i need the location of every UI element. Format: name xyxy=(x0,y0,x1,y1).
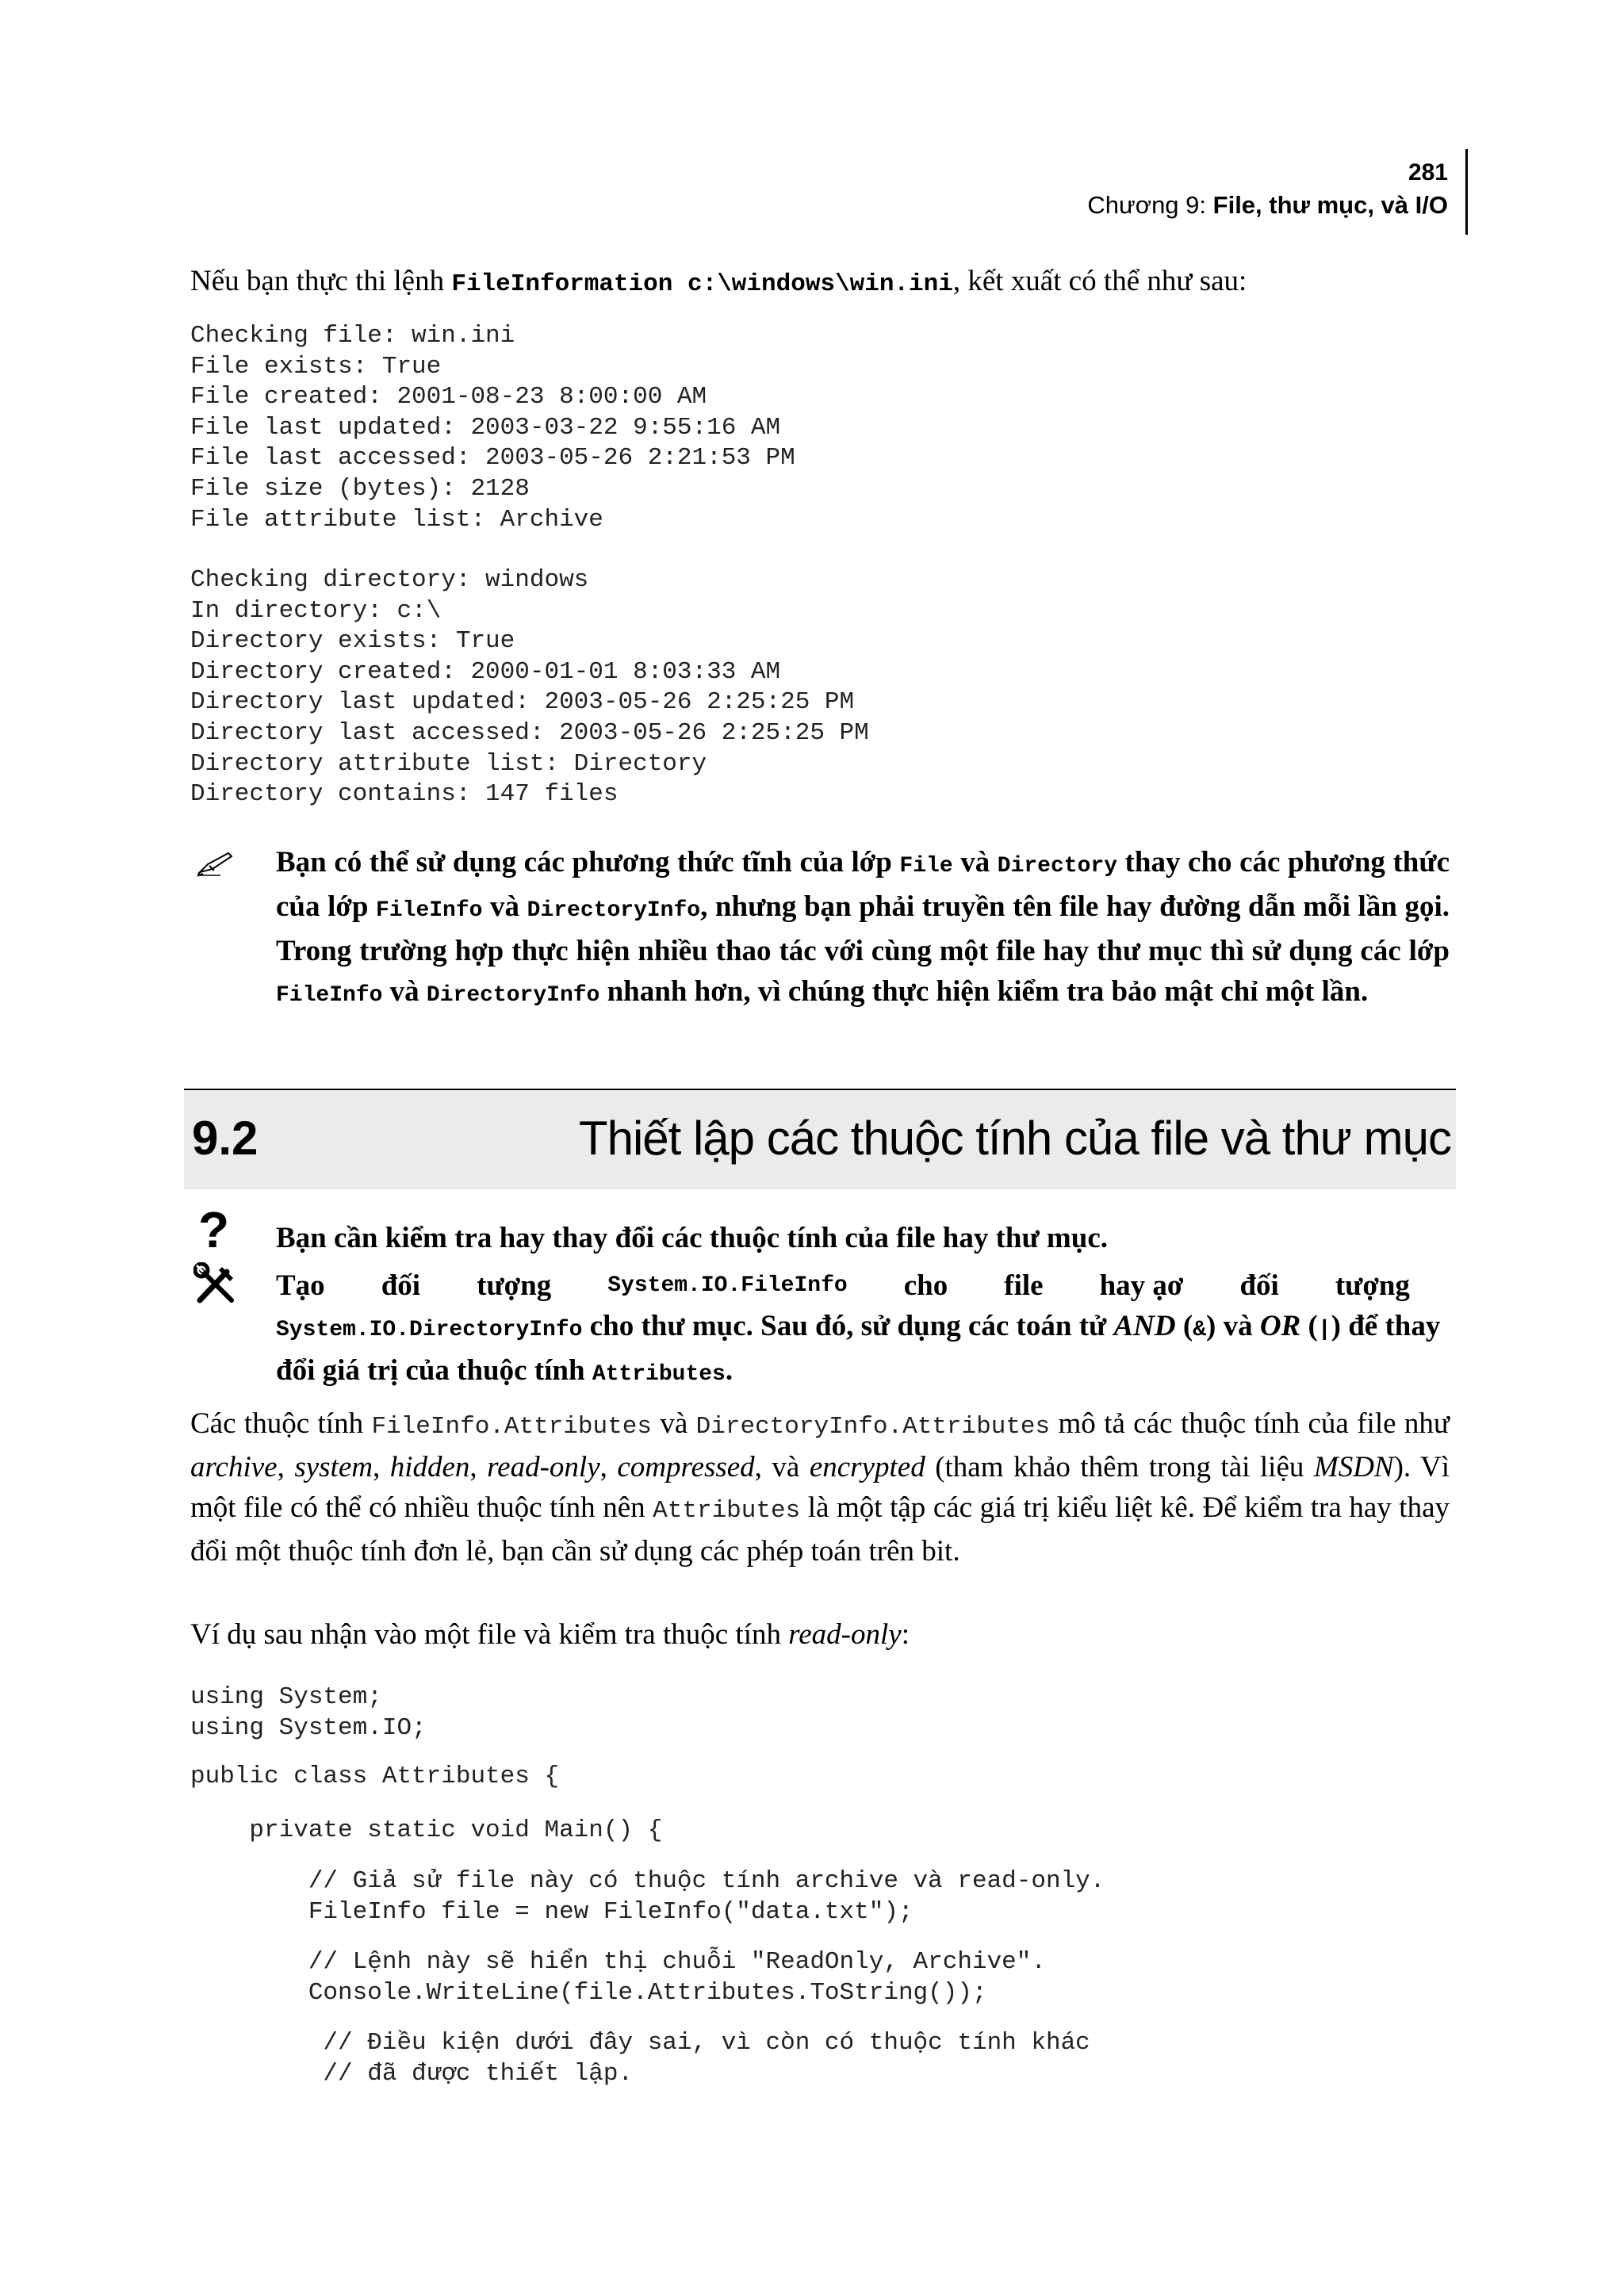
example-intro: Ví dụ sau nhận vào một file và kiểm tra thuộc tính read-only: xyxy=(190,1618,910,1651)
solution-statement xyxy=(276,1265,1450,1395)
section-rule xyxy=(184,1089,1456,1090)
chapter-title: Chương 9: File, thư mục, và I/O xyxy=(1087,191,1448,219)
page-number: 281 xyxy=(1408,159,1448,186)
inline-code: FileInformation c:\windows\win.ini xyxy=(451,270,953,298)
output-file-block: Checking file: win.ini File exists: True File created: 2001-08-23 8:00:00 AM File last updated: 2003-03-22 9:55:16 AM File last accessed: 2003-05-26 2:21:53 PM File size (bytes): 2128 File attribute list: Archive xyxy=(190,322,795,534)
problem-statement: Bạn cần kiểm tra hay thay đổi các thuộc tính của file hay thư mục. xyxy=(276,1222,1108,1254)
code-main-declaration: private static void Main() { xyxy=(190,1816,663,1844)
code-block-3: // Điều kiện dưới đây sai, vì còn có thuộc tính khác // đã được thiết lập. xyxy=(323,2029,1090,2088)
code-usings: using System; using System.IO; xyxy=(190,1683,427,1742)
pencil-note-icon xyxy=(197,848,235,877)
code-class-declaration: public class Attributes { xyxy=(190,1763,560,1790)
code-block-2: // Lệnh này sẽ hiển thị chuỗi "ReadOnly, Archive". Console.WriteLine(file.Attributes.ToString()); xyxy=(308,1948,1046,2007)
question-icon: ? xyxy=(198,1201,230,1258)
running-header xyxy=(1087,157,1448,222)
section-title: Thiết lập các thuộc tính của file và thư mục xyxy=(578,1112,1451,1165)
section-number: 9.2 xyxy=(192,1112,259,1165)
solution-continuation: System.IO.DirectoryInfo cho thư mục. Sau đó, sử dụng các toán tử AND (&) và OR (|) để thay đổi giá trị của thuộc tính Attributes. xyxy=(276,1310,1441,1387)
section-heading xyxy=(184,1091,1456,1189)
body-paragraph: Các thuộc tính FileInfo.Attributes và DirectoryInfo.Attributes mô tả các thuộc tính của file như archive, system, hidden, read-only, compressed, và encrypted (tham khảo thêm trong tài liệu MSDN). Vì một file có thể có nhiều thuộc tính nên Attributes là một tập các giá trị kiểu liệt kê. Để kiểm tra hay thay đổi một thuộc tính đơn lẻ, bạn cần sử dụng các phép toán trên bit. xyxy=(190,1407,1450,1568)
code-block-1: // Giả sử file này có thuộc tính archive và read-only. FileInfo file = new FileInfo("data.txt"); xyxy=(308,1867,1105,1926)
solution-line: Tạo đối tượng System.IO.FileInfo cho file hay ạơ đối tượng xyxy=(276,1269,1410,1302)
tools-icon xyxy=(193,1262,239,1307)
note-paragraph: Bạn có thể sử dụng các phương thức tĩnh của lớp File và Directory thay cho các phương thức của lớp FileInfo và DirectoryInfo, nhưng bạn phải truyền tên file hay đường dẫn mỗi lần gọi. Trong trường hợp thực hiện nhiều thao tác với cùng một file hay thư mục thì sử dụng các lớp FileInfo và DirectoryInfo nhanh hơn, vì chúng thực hiện kiểm tra bảo mật chỉ một lần. xyxy=(276,846,1450,1008)
intro-paragraph: Nếu bạn thực thi lệnh FileInformation c:\windows\win.ini, kết xuất có thể như sau: xyxy=(190,265,1247,298)
header-rule xyxy=(1465,149,1468,235)
output-directory-block: Checking directory: windows In directory: c:\ Directory exists: True Directory created: 2000-01-01 8:03:33 AM Directory last updated: 2003-05-26 2:25:25 PM Directory last accessed: 2003-05-26 2:25:25 PM Directory attribute list: Directory Directory contains: 147 files xyxy=(190,566,869,809)
